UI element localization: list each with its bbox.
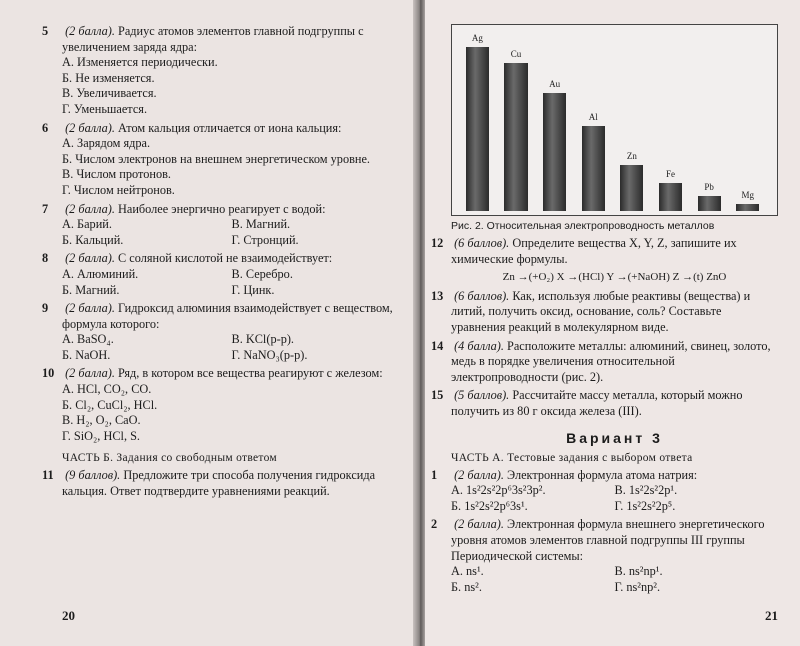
question-text: Радиус атомов элементов главной подгруппы с увеличением заряда ядра: — [62, 24, 364, 54]
option: Б. 1s²2s²2p⁶3s¹. — [451, 498, 528, 513]
option: В. KCl(р-р). — [231, 332, 295, 347]
section-heading: ЧАСТЬ Б. Задания со свободным ответом — [62, 452, 277, 465]
points: (6 баллов). — [454, 288, 510, 303]
option: В. H₂, O₂, CaO. — [62, 413, 141, 428]
points: (6 баллов). — [454, 236, 510, 250]
bar-label: Pb — [704, 182, 714, 193]
points: (2 балла). — [454, 467, 504, 482]
variant-question-1 — [431, 467, 778, 515]
option: В. Увеличивается. — [62, 86, 157, 101]
question-text: Атом кальция отличается от иона кальция: — [118, 120, 342, 135]
bar-al — [582, 111, 605, 211]
option: Г. NaNO₃(р-р). — [231, 347, 308, 362]
bar-label: Au — [549, 78, 561, 89]
option: Б. Магний. — [62, 282, 120, 297]
question-number: 8 — [42, 251, 49, 266]
question-15 — [431, 388, 778, 419]
section-heading: ЧАСТЬ А. Тестовые задания с выбором ответа — [451, 451, 693, 464]
points: (2 балла). — [65, 201, 115, 216]
option: Г. Стронций. — [231, 232, 299, 247]
question-7 — [42, 201, 401, 249]
question-text: Гидроксид алюминия взаимодействует с веществом, формула которого: — [62, 301, 393, 331]
question-number: 15 — [431, 388, 444, 403]
question-12 — [431, 236, 778, 286]
question-number: 5 — [42, 24, 49, 38]
question-14 — [431, 338, 778, 386]
bar-label: Cu — [510, 49, 522, 60]
question-number: 14 — [431, 338, 444, 353]
chart-caption: Рис. 2. Относительная электропроводность металлов — [451, 220, 715, 232]
question-number: 7 — [42, 201, 49, 216]
bar-cu — [504, 49, 527, 211]
points: (2 балла). — [65, 366, 115, 381]
question-text: Наиболее энергично реагирует с водой: — [118, 201, 326, 216]
question-10 — [42, 366, 401, 444]
option: Г. 1s²2s²2p⁵. — [614, 498, 676, 513]
option: Г. SiO₂, HCl, S. — [62, 428, 141, 443]
option: Г. Уменьшается. — [62, 101, 148, 116]
option: В. Серебро. — [231, 266, 293, 281]
conductivity-chart — [451, 24, 778, 216]
option: А. HCl, CO₂, CO. — [62, 382, 152, 397]
option: Б. Cl₂, CuCl₂, HCl. — [62, 397, 158, 412]
option: А. ns¹. — [451, 564, 484, 579]
question-number: 6 — [42, 120, 49, 135]
question-9 — [42, 301, 401, 363]
bar-label: Mg — [741, 190, 754, 201]
question-text: Электронная формула атома натрия: — [507, 467, 698, 482]
bar-au — [543, 78, 566, 211]
question-8 — [42, 251, 401, 298]
option: Б. Не изменяется. — [62, 70, 155, 85]
question-number: 12 — [431, 236, 444, 250]
question-11 — [42, 468, 401, 499]
bar-mg — [736, 190, 759, 211]
question-number: 9 — [42, 301, 49, 316]
option: А. Изменяется периодически. — [62, 55, 218, 70]
bar-ag — [466, 33, 489, 211]
question-number: 2 — [431, 517, 438, 532]
option: В. ns²np¹. — [614, 564, 663, 579]
option: А. Алюминий. — [62, 266, 139, 281]
option: А. Зарядом ядра. — [62, 136, 151, 151]
question-text: Определите вещества X, Y, Z, запишите их химические формулы. — [451, 236, 737, 266]
option: Г. Числом нейтронов. — [62, 182, 175, 197]
question-number: 11 — [42, 468, 54, 483]
points: (2 балла). — [65, 120, 115, 135]
option: В. 1s²2s²2p¹. — [614, 483, 678, 498]
question-text: Рассчитайте массу металла, который можно получить из 80 г оксида железа (III). — [451, 388, 743, 418]
question-text: Предложите три способа получения гидроксида кальция. Ответ подтвердите уравнениями реакций. — [62, 468, 376, 499]
question-text: Расположите металлы: алюминий, свинец, золото, медь в порядке увеличения относительной электропроводности (рис. 2). — [451, 338, 771, 384]
question-text: Ряд, в котором все вещества реагируют с железом: — [118, 366, 383, 381]
page-number: 20 — [62, 608, 75, 623]
points: (2 балла). — [65, 24, 115, 38]
question-number: 1 — [431, 467, 438, 482]
option: А. 1s²2s²2p⁶3s²3p². — [451, 483, 546, 498]
variant-question-2 — [431, 517, 778, 595]
bar-zn — [620, 151, 643, 211]
bar-pb — [698, 182, 721, 211]
question-6 — [42, 120, 401, 199]
variant-heading: Вариант 3 — [566, 429, 663, 446]
page-number: 21 — [765, 608, 778, 623]
reaction-scheme: Zn →(+O₂) X →(HCl) Y →(+NaOH) Z →(t) ZnO — [502, 271, 727, 284]
option: Б. Числом электронов на внешнем энергетическом уровне. — [62, 151, 371, 166]
points: (2 балла). — [65, 251, 115, 266]
points: (9 баллов). — [65, 468, 121, 483]
question-5 — [42, 24, 401, 118]
question-text: Как, используя любые реактивы (вещества) и литий, получить оксид, основание, соль? Составьте уравнения реакций в молекулярном виде. — [451, 288, 751, 334]
option: Г. Цинк. — [231, 282, 275, 297]
points: (5 баллов). — [454, 388, 510, 403]
points: (2 балла). — [454, 517, 504, 532]
option: А. BaSO₄. — [62, 332, 114, 347]
bar-label: Fe — [665, 169, 675, 180]
question-13 — [431, 288, 778, 336]
option: Г. ns²np². — [614, 579, 661, 594]
option: Б. ns². — [451, 579, 482, 594]
option: Б. Кальций. — [62, 232, 124, 247]
right-page — [425, 0, 800, 646]
points: (4 балла). — [454, 338, 504, 353]
question-text: Электронная формула внешнего энергетического уровня атомов элементов главной подгруппы III группы Периодической системы: — [451, 517, 765, 563]
option: В. Магний. — [231, 217, 291, 232]
option: В. Числом протонов. — [62, 167, 171, 182]
question-number: 13 — [431, 288, 444, 303]
bar-label: Zn — [626, 151, 637, 162]
option: А. Барий. — [62, 217, 112, 232]
question-text: С соляной кислотой не взаимодействует: — [118, 251, 333, 266]
points: (2 балла). — [65, 301, 115, 316]
question-number: 10 — [42, 366, 55, 381]
bar-label: Al — [588, 111, 598, 122]
bar-fe — [659, 169, 682, 211]
bar-label: Ag — [471, 33, 483, 43]
option: Б. NaOH. — [62, 347, 111, 362]
